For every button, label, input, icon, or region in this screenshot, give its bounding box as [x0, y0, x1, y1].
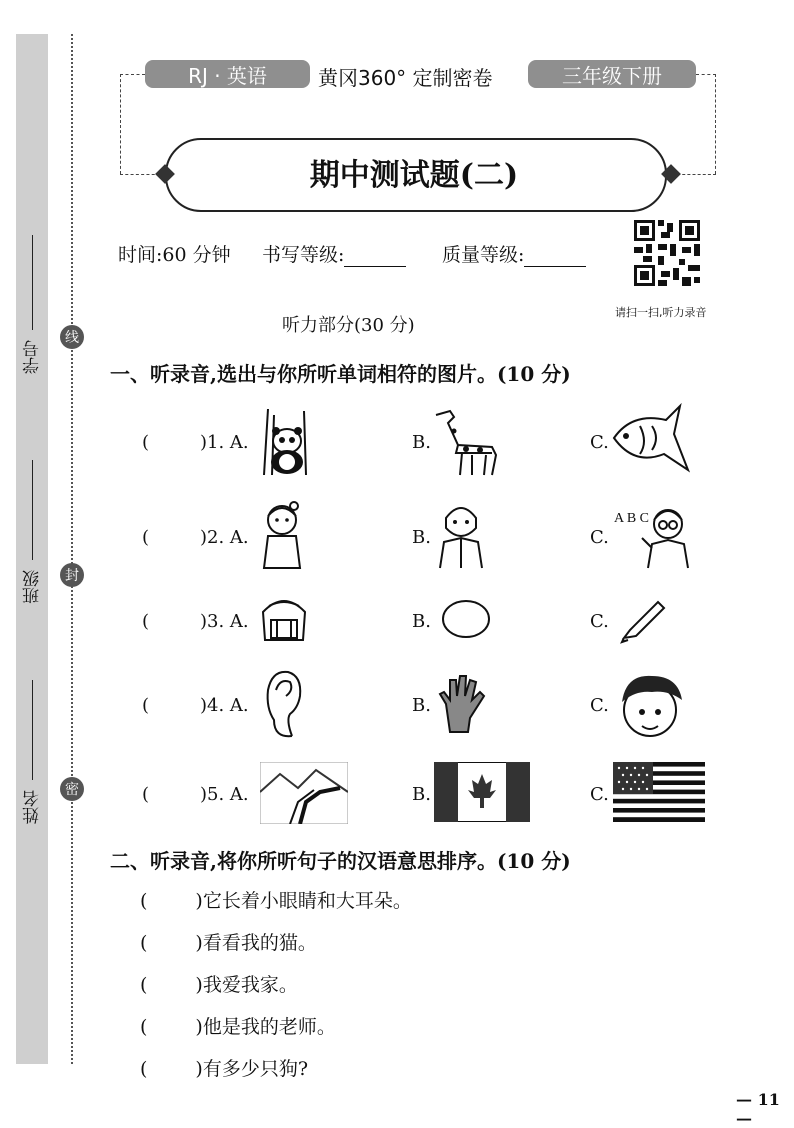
answer-paren[interactable]: (	[142, 784, 150, 805]
section1-heading: 一、听录音,选出与你所听单词相符的图片。(10 分)	[110, 362, 571, 386]
question-number: )3. A.	[200, 611, 249, 632]
list-item	[140, 928, 317, 955]
grade-tag: 三年级下册	[528, 60, 696, 88]
pen-image[interactable]	[618, 596, 670, 644]
svg-text:A B C: A B C	[614, 511, 650, 526]
section2-heading: 二、听录音,将你所听句子的汉语意思排序。(10 分)	[110, 849, 571, 873]
page-number: — 11 —	[736, 1090, 780, 1128]
option-c-label: C.	[590, 611, 609, 632]
page-title: 期中测试题(二)	[309, 158, 519, 193]
name-label: 姓名	[23, 790, 43, 824]
sentence-text: )看看我的猫。	[195, 932, 317, 954]
ear-image[interactable]	[262, 668, 304, 740]
quality-grade-label: 质量等级:	[442, 244, 525, 266]
question-number: )2. A.	[200, 527, 249, 548]
sentence-text: )它长着小眼睛和大耳朵。	[195, 890, 412, 912]
teacher-image[interactable]	[612, 498, 690, 570]
answer-paren[interactable]: (	[142, 611, 150, 632]
option-b-label: B.	[412, 432, 431, 453]
option-c-label: C.	[590, 527, 609, 548]
option-b-label: B.	[412, 527, 431, 548]
student-id-label: 学号	[23, 340, 43, 374]
schoolbag-image[interactable]	[257, 592, 311, 646]
list-item	[140, 970, 298, 997]
answer-paren[interactable]: (	[140, 974, 148, 996]
seal-mi: 密	[60, 777, 84, 801]
option-c-label: C.	[590, 695, 609, 716]
fish-image[interactable]	[610, 402, 690, 476]
egg-image[interactable]	[440, 598, 492, 640]
list-item	[140, 886, 412, 913]
qr-note: 请扫一扫,听力录音	[615, 306, 707, 319]
writing-grade-label: 书写等级:	[262, 244, 345, 266]
student-id-blank	[32, 235, 33, 330]
man-image[interactable]	[434, 498, 488, 570]
sentence-text: )他是我的老师。	[195, 1016, 336, 1038]
answer-paren[interactable]: (	[140, 932, 148, 954]
qr-code-icon[interactable]	[634, 220, 700, 286]
header-dash	[696, 74, 716, 75]
time-label: 时间:60 分钟	[118, 244, 231, 266]
option-b-label: B.	[412, 695, 431, 716]
option-b-label: B.	[412, 611, 431, 632]
panda-image[interactable]	[258, 405, 316, 477]
question-number: )5. A.	[200, 784, 249, 805]
answer-paren[interactable]: (	[140, 890, 148, 912]
answer-paren[interactable]: (	[140, 1016, 148, 1038]
writing-grade-blank[interactable]	[344, 248, 406, 267]
seal-feng: 封	[60, 563, 84, 587]
header-dash	[120, 174, 160, 175]
answer-paren[interactable]: (	[142, 695, 150, 716]
subject-tag: RJ · 英语	[145, 60, 310, 88]
listening-header: 听力部分(30 分)	[282, 315, 415, 336]
header-dash	[715, 74, 716, 174]
canada-flag-image[interactable]	[434, 762, 530, 822]
answer-paren[interactable]: (	[142, 432, 150, 453]
great-wall-image[interactable]	[260, 762, 348, 824]
answer-paren[interactable]: (	[142, 527, 150, 548]
series-name: 黄冈360° 定制密卷	[318, 66, 493, 90]
sentence-text: )有多少只狗?	[195, 1058, 309, 1080]
class-blank	[32, 460, 33, 560]
question-number: )1. A.	[200, 432, 249, 453]
header-dash	[120, 74, 145, 75]
seal-xian: 线	[60, 325, 84, 349]
answer-paren[interactable]: (	[140, 1058, 148, 1080]
class-label: 班级	[23, 570, 43, 604]
cut-line	[71, 34, 73, 1064]
giraffe-image[interactable]	[432, 405, 504, 477]
girl-image[interactable]	[258, 500, 306, 570]
usa-flag-image[interactable]	[613, 762, 705, 822]
hand-image[interactable]	[436, 674, 486, 734]
sentence-text: )我爱我家。	[195, 974, 298, 996]
name-blank	[32, 680, 33, 780]
option-c-label: C.	[590, 432, 609, 453]
boy-face-image[interactable]	[612, 668, 688, 744]
list-item	[140, 1012, 336, 1039]
header-dash	[120, 74, 121, 174]
option-b-label: B.	[412, 784, 431, 805]
question-number: )4. A.	[200, 695, 249, 716]
list-item	[140, 1054, 308, 1081]
quality-grade-blank[interactable]	[524, 248, 586, 267]
option-c-label: C.	[590, 784, 609, 805]
